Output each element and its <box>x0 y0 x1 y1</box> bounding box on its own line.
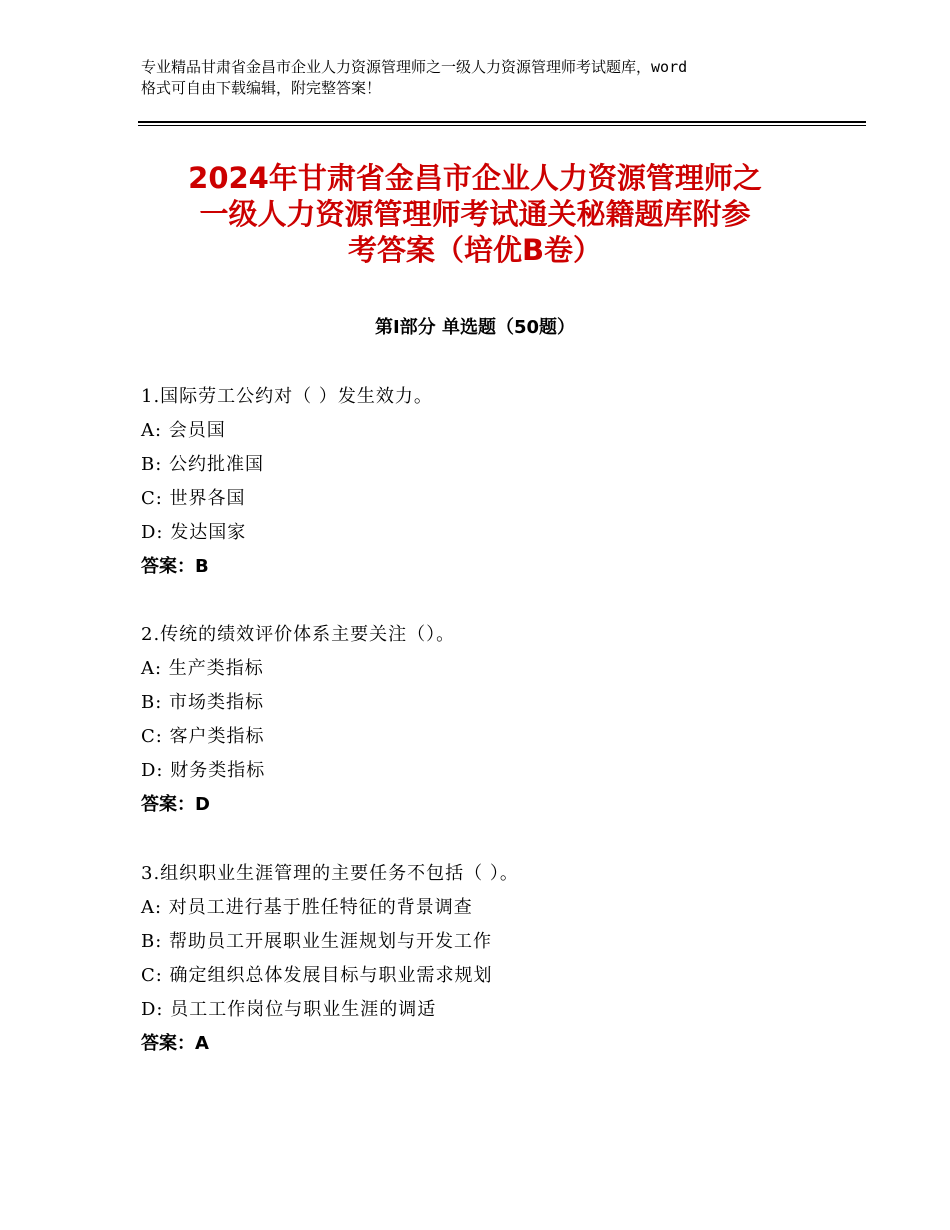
question-stem: 2.传统的绩效评价体系主要关注（）。 <box>141 624 456 645</box>
option-c: C: 客户类指标 <box>141 726 265 747</box>
document-title <box>110 160 840 268</box>
question-3 <box>141 857 841 1061</box>
question-2 <box>141 618 841 822</box>
option-d: D: 财务类指标 <box>141 760 266 781</box>
answer-line: 答案：D <box>141 794 210 815</box>
option-b: B: 市场类指标 <box>141 692 265 713</box>
header-note-line-2: 格式可自由下载编辑，附完整答案！ <box>141 79 382 97</box>
option-b: B: 帮助员工开展职业生涯规划与开发工作 <box>141 931 493 952</box>
option-a: A: 对员工进行基于胜任特征的背景调查 <box>141 897 473 918</box>
question-stem: 1.国际劳工公约对（ ）发生效力。 <box>141 386 433 407</box>
answer-line: 答案：A <box>141 1033 209 1054</box>
option-a: A: 生产类指标 <box>141 658 264 679</box>
header-rule-thin <box>138 125 866 126</box>
answer-line: 答案：B <box>141 556 209 577</box>
question-1 <box>141 380 841 584</box>
option-b: B: 公约批准国 <box>141 454 265 475</box>
option-c: C: 世界各国 <box>141 488 246 509</box>
option-d: D: 发达国家 <box>141 522 247 543</box>
document-title-line-1: 2024年甘肃省金昌市企业人力资源管理师之 <box>188 161 762 195</box>
document-title-line-2: 一级人力资源管理师考试通关秘籍题库附参 <box>199 197 751 231</box>
section-heading: 第Ⅰ部分 单选题（50题） <box>374 317 575 338</box>
header-rule-thick <box>138 121 866 123</box>
option-d: D: 员工工作岗位与职业生涯的调适 <box>141 999 437 1020</box>
option-a: A: 会员国 <box>141 420 226 441</box>
header-note-line-1: 专业精品甘肃省金昌市企业人力资源管理师之一级人力资源管理师考试题库，word <box>141 58 688 76</box>
document-title-line-3: 考答案（培优B卷） <box>347 233 603 267</box>
question-stem: 3.组织职业生涯管理的主要任务不包括（ ）。 <box>141 863 519 884</box>
header-note <box>141 57 841 99</box>
option-c: C: 确定组织总体发展目标与职业需求规划 <box>141 965 493 986</box>
